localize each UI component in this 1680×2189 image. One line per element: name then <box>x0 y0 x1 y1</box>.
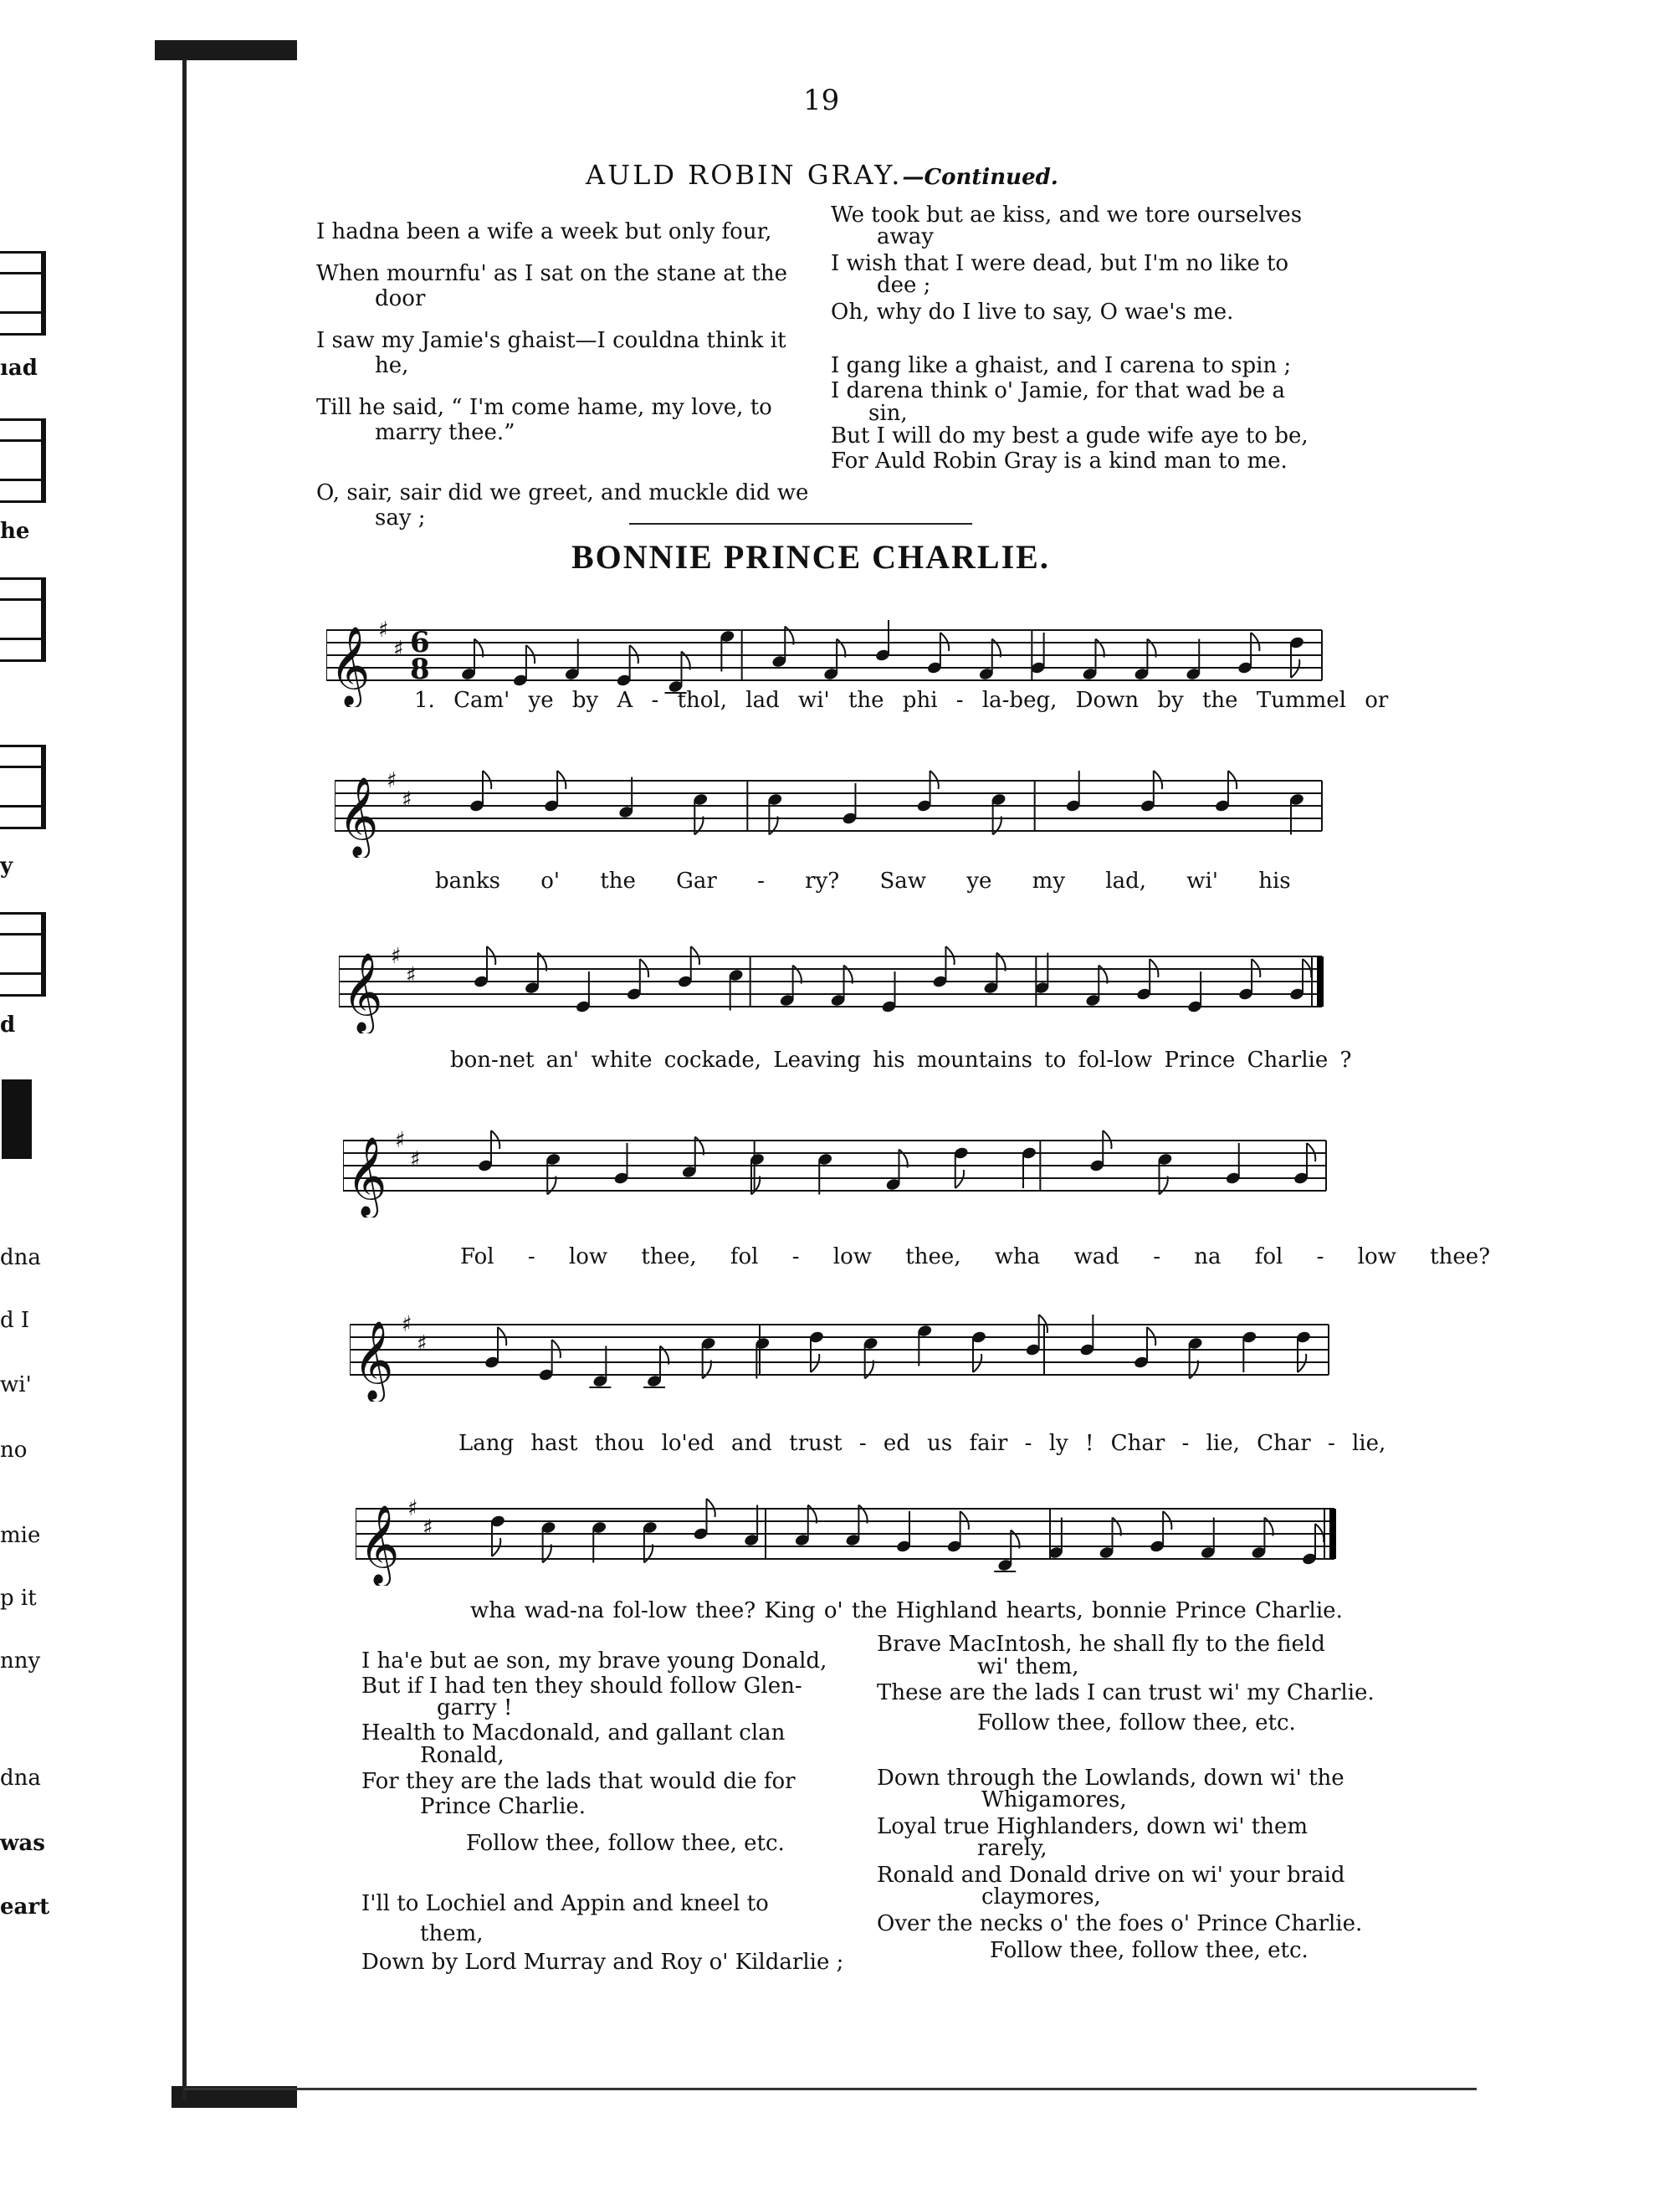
margin-fragment: eart <box>0 1894 50 1920</box>
verse-line: Prince Charlie. <box>420 1794 586 1819</box>
lyric-line-6: wha wad-na fol-low thee? King o' the Highland hearts, bonnie Prince Charlie. <box>470 1598 1343 1623</box>
verse-line: Health to Macdonald, and gallant clan <box>361 1720 786 1746</box>
page-number: 19 <box>803 84 840 117</box>
page-frame-left <box>182 59 187 2100</box>
verse-line: he, <box>375 353 409 378</box>
verse-line: I darena think o' Jamie, for that wad be a <box>831 378 1285 403</box>
sharp-icon: ♯ <box>406 963 417 988</box>
sharp-icon: ♯ <box>393 637 404 662</box>
staff-5 <box>350 1310 1362 1402</box>
verse-line: These are the lads I can trust wi' my Charlie. <box>877 1680 1375 1705</box>
verse-line: marry thee.” <box>375 420 515 445</box>
sharp-icon: ♯ <box>391 944 402 969</box>
margin-fragment: was <box>0 1831 45 1856</box>
music-system-4 <box>343 1125 1360 1218</box>
sharp-icon: ♯ <box>402 1312 412 1337</box>
fragment-end-barline <box>2 1079 32 1159</box>
fragment-staff <box>0 251 46 336</box>
verse-line: say ; <box>375 505 426 531</box>
music-system-5 <box>350 1310 1362 1402</box>
fragment-staff <box>0 745 46 829</box>
sharp-icon: ♯ <box>423 1515 433 1541</box>
fragment-staff <box>0 418 46 503</box>
verse-line: Whigamores, <box>981 1787 1127 1812</box>
margin-fragment: dna <box>0 1766 41 1791</box>
chorus-line: Follow thee, follow thee, etc. <box>466 1831 785 1856</box>
verse-line: I saw my Jamie's ghaist—I couldna think it <box>316 328 786 353</box>
lyric-line-5: Lang hast thou lo'ed and trust - ed us fair - ly ! Char - lie, Char - lie, <box>458 1431 1386 1456</box>
verse-line: When mournfu' as I sat on the stane at the <box>316 261 788 286</box>
verse-line: Till he said, “ I'm come hame, my love, to <box>316 395 772 420</box>
verse-line: For they are the lads that would die for <box>361 1769 796 1794</box>
sharp-icon: ♯ <box>387 768 397 793</box>
margin-fragment: d <box>0 1012 16 1038</box>
verse-line: I hadna been a wife a week but only four, <box>316 219 772 244</box>
verse-line: claymores, <box>981 1884 1101 1910</box>
treble-clef-icon: 𝄞 <box>338 777 379 856</box>
verse-line: I wish that I were dead, but I'm no like to <box>831 251 1289 276</box>
staff-6 <box>356 1494 1368 1586</box>
verse-line: But I will do my best a gude wife aye to be, <box>831 423 1309 449</box>
sharp-icon: ♯ <box>417 1331 428 1356</box>
verse-line: dee ; <box>877 273 931 298</box>
margin-fragment: wi' <box>0 1372 32 1397</box>
verse-line: rarely, <box>977 1836 1047 1861</box>
music-system-6 <box>356 1494 1368 1586</box>
verse-line: Ronald and Donald drive on wi' your braid <box>877 1863 1345 1888</box>
chorus-line: Follow thee, follow thee, etc. <box>977 1710 1296 1735</box>
verses-right-column <box>877 1632 1379 1963</box>
verses-left-column <box>361 1648 863 1975</box>
sharp-icon: ♯ <box>395 1128 406 1153</box>
sharp-icon: ♯ <box>407 1496 418 1521</box>
time-signature-top: 6 <box>410 626 430 659</box>
treble-clef-icon: 𝄞 <box>330 626 371 705</box>
continued-right-column <box>831 202 1350 474</box>
verse-line: door <box>375 286 426 311</box>
verse-line: For Auld Robin Gray is a kind man to me. <box>831 449 1288 474</box>
lyric-line-1: 1. Cam' ye by A - thol, lad wi' the phi - la-beg, Down by the Tummel or <box>414 688 1389 713</box>
final-barline <box>1329 1509 1336 1559</box>
music-system-2 <box>335 766 1355 858</box>
sharp-icon: ♯ <box>378 618 389 643</box>
staff-2 <box>335 766 1355 858</box>
verse-line: Down through the Lowlands, down wi' the <box>877 1766 1345 1791</box>
verse-line: sin, <box>868 401 908 426</box>
margin-fragment: he <box>0 519 30 544</box>
chorus-line: Follow thee, follow thee, etc. <box>990 1938 1309 1963</box>
sharp-icon: ♯ <box>402 787 412 813</box>
treble-clef-icon: 𝄞 <box>346 1136 387 1216</box>
verse-line: Loyal true Highlanders, down wi' them <box>877 1814 1309 1839</box>
treble-clef-icon: 𝄞 <box>353 1320 394 1400</box>
verse-line: Brave MacIntosh, he shall fly to the field <box>877 1632 1325 1657</box>
lyric-line-3: bon-net an' white cockade, Leaving his mountains to fol-low Prince Charlie ? <box>450 1048 1352 1073</box>
margin-fragment: p it <box>0 1586 37 1611</box>
binder-mark-top <box>155 40 297 60</box>
section-divider <box>629 523 972 525</box>
treble-clef-icon: 𝄞 <box>342 952 383 1032</box>
margin-fragment: dna <box>0 1245 41 1270</box>
verse-line: garry ! <box>437 1695 513 1720</box>
lyric-line-4: Fol - low thee, fol - low thee, wha wad - na fol - low thee? <box>460 1244 1491 1269</box>
verse-line: Oh, why do I live to say, O wae's me. <box>831 300 1234 325</box>
margin-fragment: ıad <box>0 356 38 381</box>
verse-line: them, <box>420 1921 484 1946</box>
staff-4 <box>343 1125 1360 1218</box>
page-frame-bottom <box>184 2088 1477 2090</box>
final-barline <box>1317 956 1324 1007</box>
verse-line: I gang like a ghaist, and I carena to spin ; <box>831 353 1292 378</box>
verse-line: Over the necks o' the foes o' Prince Charlie. <box>877 1911 1363 1936</box>
verse-line: Ronald, <box>420 1743 505 1768</box>
music-system-3 <box>339 941 1355 1033</box>
continued-note: —Continued. <box>902 165 1058 190</box>
verse-line: Down by Lord Murray and Roy o' Kildarlie ; <box>361 1950 844 1975</box>
lyric-line-2: banks o' the Gar - ry? Saw ye my lad, wi' his <box>435 869 1291 894</box>
staff-3 <box>339 941 1355 1033</box>
sharp-icon: ♯ <box>410 1147 421 1172</box>
fragment-staff <box>0 577 46 662</box>
verse-line: wi' them, <box>977 1654 1079 1679</box>
verse-line: I'll to Lochiel and Appin and kneel to <box>361 1891 769 1916</box>
verse-line: away <box>877 224 934 249</box>
treble-clef-icon: 𝄞 <box>359 1505 400 1584</box>
verse-line: O, sair, sair did we greet, and muckle did we <box>316 480 809 505</box>
fragment-staff <box>0 912 46 997</box>
song-title: BONNIE PRINCE CHARLIE. <box>571 538 1050 576</box>
continued-heading <box>586 159 1058 191</box>
verse-line: But if I had ten they should follow Glen- <box>361 1674 802 1699</box>
continued-left-column <box>316 219 818 531</box>
continued-title: AULD ROBIN GRAY. <box>586 159 903 191</box>
margin-fragment: mie <box>0 1523 41 1548</box>
verse-line: We took but ae kiss, and we tore ourselves <box>831 202 1303 228</box>
margin-fragment: d I <box>0 1308 30 1333</box>
verse-line: I ha'e but ae son, my brave young Donald, <box>361 1648 827 1674</box>
margin-fragment: no <box>0 1438 28 1463</box>
time-signature-bottom: 8 <box>410 653 430 686</box>
margin-fragment: nny <box>0 1648 41 1674</box>
margin-fragment: y <box>0 854 13 879</box>
